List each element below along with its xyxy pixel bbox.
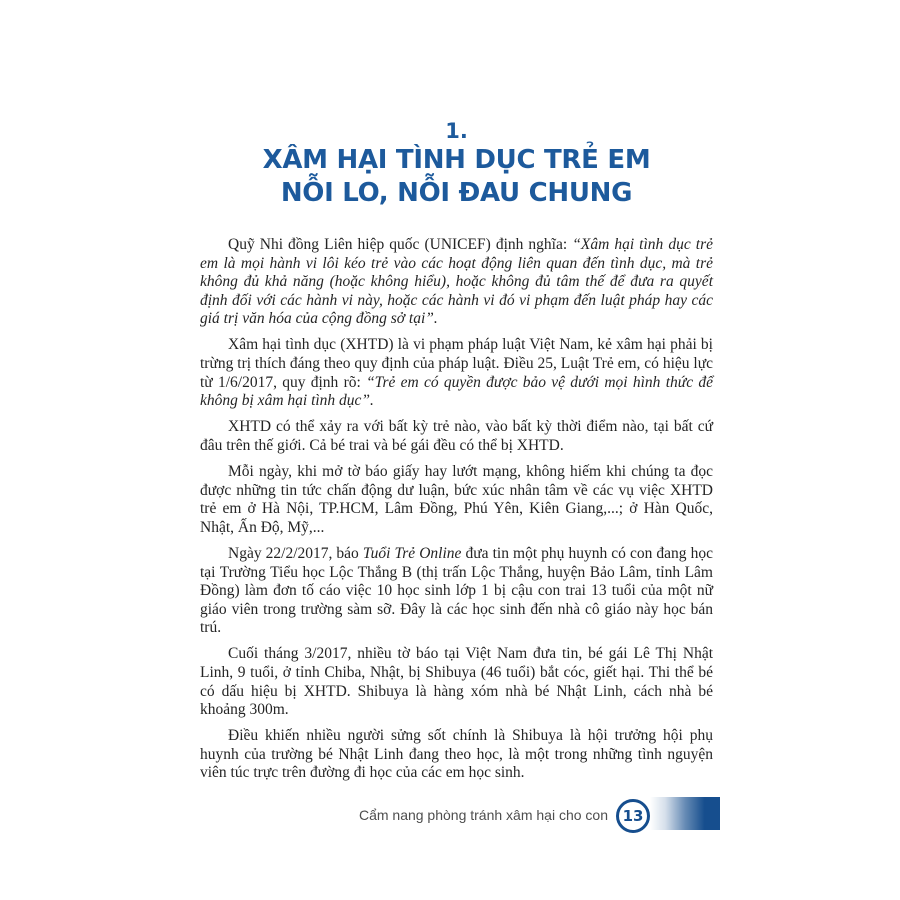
paragraph: Ngày 22/2/2017, báo Tuổi Trẻ Online đưa tin một phụ huynh có con đang học tại Trường Tiểu học Lộc Thắng B (thị trấn Lộc Thắng, huyện Bảo Lâm, tỉnh Lâm Đồng) làm đơn tố cáo việc 10 học sinh lớp 1 bị cậu con trai 13 tuổi của một nữ giáo viên trong trường sàm sỡ. Đây là các học sinh đến nhà cô giáo này học bán trú. bbox=[200, 544, 713, 637]
footer-book-title: Cẩm nang phòng tránh xâm hại cho con bbox=[358, 807, 608, 823]
page-number-badge: 13 bbox=[616, 799, 650, 833]
footer-gradient-bar bbox=[650, 797, 720, 830]
paragraph: Mỗi ngày, khi mở tờ báo giấy hay lướt mạng, không hiếm khi chúng ta đọc được những tin tức chấn động dư luận, bức xúc nhân tâm về các vụ việc XHTD trẻ em ở Hà Nội, TP.HCM, Lâm Đồng, Phú Yên, Kiên Giang,...; ở Hàn Quốc, Nhật, Ấn Độ, Mỹ,... bbox=[200, 463, 713, 536]
body-text bbox=[200, 236, 713, 783]
chapter-title-line-1: XÂM HẠI TÌNH DỤC TRẺ EM bbox=[262, 145, 651, 175]
paragraph: Điều khiến nhiều người sửng sốt chính là Shibuya là hội trưởng hội phụ huynh của trường bé Nhật Linh đang theo học, là một trong những tình nguyện viên túc trực trên đường đi học của các em học sinh. bbox=[200, 727, 713, 782]
paragraph: Quỹ Nhi đồng Liên hiệp quốc (UNICEF) định nghĩa: “Xâm hại tình dục trẻ em là mọi hành vi lôi kéo trẻ vào các hoạt động liên quan đến tình dục, mà trẻ không đủ khả năng (hoặc không hiểu), hoặc không đủ tâm thế để đưa ra quyết định đối với các hành vi này, hoặc các hành vi đó vi phạm đến luật pháp hay các giá trị văn hóa của cộng đồng sở tại”. bbox=[200, 236, 713, 328]
chapter-heading bbox=[200, 118, 713, 210]
paragraph: XHTD có thể xảy ra với bất kỳ trẻ nào, vào bất kỳ thời điểm nào, tại bất cứ đâu trên thế giới. Cả bé trai và bé gái đều có thể bị XHTD. bbox=[200, 418, 713, 454]
page-footer bbox=[0, 796, 900, 834]
text-column bbox=[200, 118, 713, 791]
chapter-number: 1. bbox=[445, 119, 468, 143]
paragraph: Cuối tháng 3/2017, nhiều tờ báo tại Việt Nam đưa tin, bé gái Lê Thị Nhật Linh, 9 tuổi, ở tỉnh Chiba, Nhật, bị Shibuya (46 tuổi) bắt cóc, giết hại. Thi thể bé có dấu hiệu bị XHTD. Shibuya là hàng xóm nhà bé Nhật Linh, cách nhà bé khoảng 300m. bbox=[200, 645, 713, 719]
paragraph: Xâm hại tình dục (XHTD) là vi phạm pháp luật Việt Nam, kẻ xâm hại phải bị trừng trị thích đáng theo quy định của pháp luật. Điều 25, Luật Trẻ em, có hiệu lực từ 1/6/2017, quy định rõ: “Trẻ em có quyền được bảo vệ dưới mọi hình thức để không bị xâm hại tình dục”. bbox=[200, 336, 713, 410]
chapter-title-line-2: NỖI LO, NỖI ĐAU CHUNG bbox=[280, 178, 633, 208]
